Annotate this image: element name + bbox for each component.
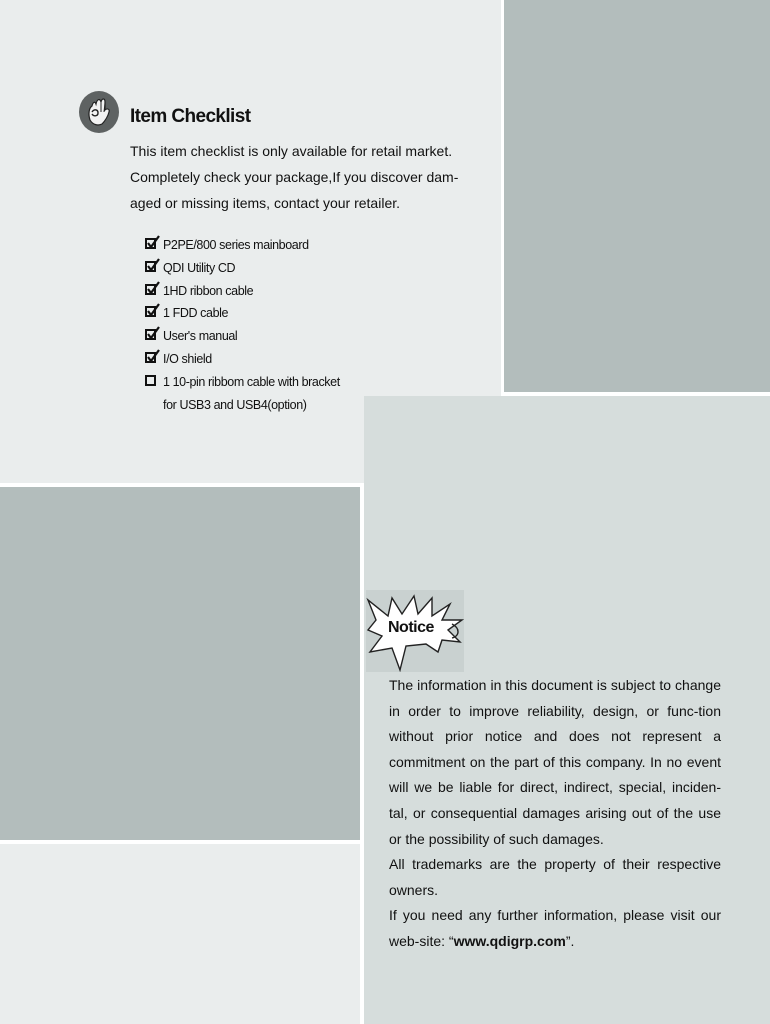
- notice-body: [389, 673, 721, 955]
- checklist-item-label: 1 10-pin ribbom cable with bracket for USB3 and USB4(option): [163, 374, 340, 412]
- decorative-panel-bottom-left: [0, 844, 360, 1024]
- checklist-item-label: 1 FDD cable: [163, 306, 229, 321]
- checked-box-icon: [145, 306, 156, 317]
- decorative-panel-top-right: [504, 0, 770, 392]
- checklist-item: [145, 325, 340, 348]
- checklist-items: [145, 234, 340, 416]
- decorative-panel-middle-left: [0, 487, 360, 840]
- notice-paragraph-website: [389, 903, 721, 954]
- notice-paragraph-trademarks: All trademarks are the property of their respective owners.: [389, 856, 721, 898]
- ok-hand-icon: [78, 90, 120, 134]
- checked-box-icon: [145, 329, 156, 340]
- checked-box-icon: [145, 352, 156, 363]
- checklist-item-label: 1HD ribbon cable: [163, 283, 254, 298]
- checklist-item-label: QDI Utility CD: [163, 260, 236, 275]
- checked-box-icon: [145, 284, 156, 295]
- checklist-item-label: I/O shield: [163, 351, 212, 366]
- checklist-item: [145, 302, 340, 325]
- notice-paragraph-disclaimer: The information in this document is subject to change in order to improve reliability, design, or func-tion without prior notice and does not represent a commitment on the part of this company. In no event will we be liable for direct, indirect, special, inciden-tal, or consequential damages arising out of the use or the possibility of such damages.: [389, 677, 721, 847]
- checklist-item: [145, 371, 340, 417]
- checklist-item-label: User's manual: [163, 329, 238, 344]
- checklist-item: [145, 234, 340, 257]
- checklist-item-label: P2PE/800 series mainboard: [163, 238, 309, 252]
- notice-label: Notice: [388, 619, 434, 636]
- checklist-item: [145, 280, 340, 303]
- website-suffix: ”.: [565, 932, 575, 949]
- notice-badge: [366, 590, 464, 672]
- checklist-title: Item Checklist: [130, 106, 251, 127]
- checklist-item: [145, 348, 340, 371]
- website-prefix: If you need any further information, please visit our web-site: “: [389, 907, 721, 949]
- checklist-item: [145, 257, 340, 280]
- website-link[interactable]: www.qdigrp.com: [453, 932, 566, 949]
- unchecked-box-icon: [145, 375, 156, 386]
- checklist-intro: This item checklist is only available for retail market. Completely check your package,If you discover dam-aged or missing items, contact your retailer.: [130, 143, 459, 211]
- checked-box-icon: [145, 238, 156, 249]
- checked-box-icon: [145, 261, 156, 272]
